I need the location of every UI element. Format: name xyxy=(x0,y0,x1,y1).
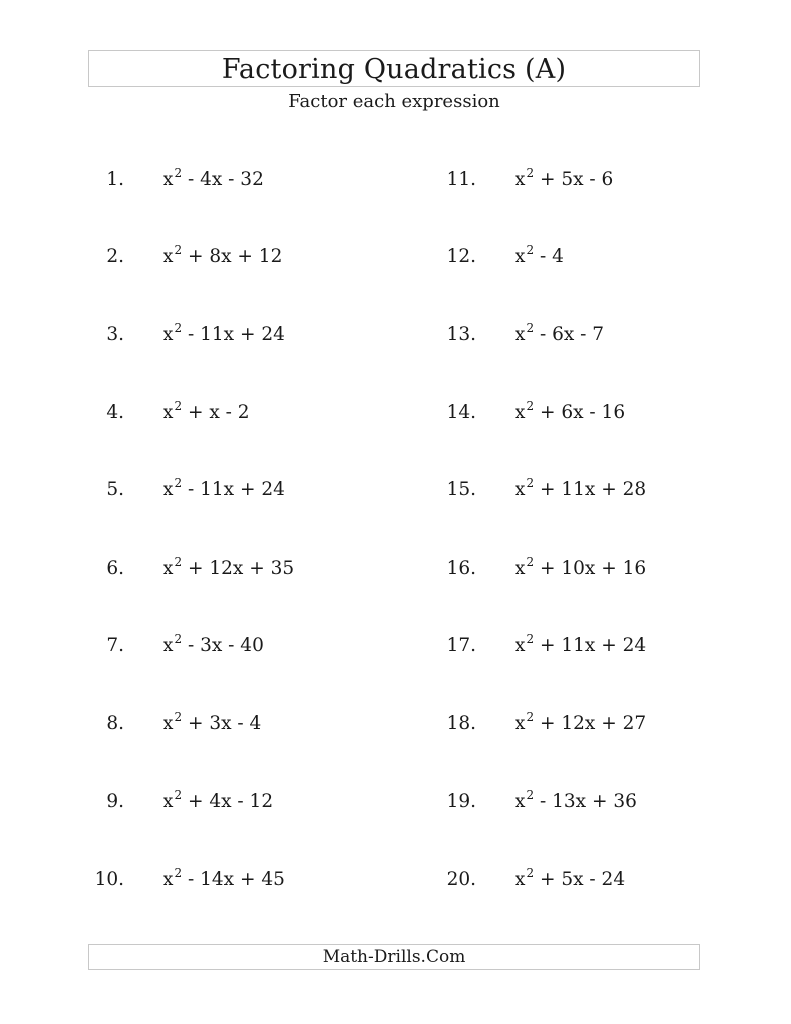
expression-terms: - 11x + 24 xyxy=(182,324,285,345)
expression-variable: x xyxy=(163,479,174,500)
problem-number: 6. xyxy=(106,558,124,579)
expression-exponent: 2 xyxy=(526,632,535,646)
problem-number: 3. xyxy=(106,324,124,345)
problem-item xyxy=(0,399,791,427)
problem-number: 2. xyxy=(106,246,124,267)
expression-exponent: 2 xyxy=(174,243,183,257)
expression-exponent: 2 xyxy=(526,399,535,413)
expression-terms: + 11x + 28 xyxy=(534,479,647,500)
expression-exponent: 2 xyxy=(174,321,183,335)
problem-item xyxy=(0,243,791,271)
expression-exponent: 2 xyxy=(174,788,183,802)
problem-item xyxy=(0,632,791,660)
expression-variable: x xyxy=(163,791,174,812)
problem-item xyxy=(0,788,791,816)
problem-number: 18. xyxy=(446,713,476,734)
problem-number: 19. xyxy=(446,791,476,812)
expression-exponent: 2 xyxy=(174,866,183,880)
expression-terms: + x - 2 xyxy=(182,402,250,423)
expression-variable: x xyxy=(163,558,174,579)
footer-box xyxy=(88,944,700,970)
problem-item xyxy=(0,476,791,504)
problem-expression xyxy=(515,788,637,817)
expression-terms: - 4x - 32 xyxy=(182,169,264,190)
expression-variable: x xyxy=(163,169,174,190)
expression-variable: x xyxy=(163,635,174,656)
expression-exponent: 2 xyxy=(174,166,183,180)
expression-terms: + 5x - 24 xyxy=(534,869,626,890)
problem-number: 5. xyxy=(106,479,124,500)
expression-exponent: 2 xyxy=(526,788,535,802)
expression-variable: x xyxy=(515,791,526,812)
expression-exponent: 2 xyxy=(174,555,183,569)
problem-number: 17. xyxy=(446,635,476,656)
expression-exponent: 2 xyxy=(526,243,535,257)
expression-variable: x xyxy=(515,246,526,267)
problem-number: 13. xyxy=(446,324,476,345)
expression-terms: + 3x - 4 xyxy=(182,713,262,734)
expression-exponent: 2 xyxy=(174,399,183,413)
expression-variable: x xyxy=(163,402,174,423)
footer-source: Math-Drills.Com xyxy=(322,947,466,967)
problem-expression xyxy=(515,710,646,739)
expression-terms: - 4 xyxy=(534,246,564,267)
expression-terms: + 12x + 35 xyxy=(182,558,295,579)
problem-number: 15. xyxy=(446,479,476,500)
worksheet-title: Factoring Quadratics (A) xyxy=(221,54,567,85)
problem-item xyxy=(0,555,791,583)
expression-variable: x xyxy=(163,324,174,345)
expression-terms: - 6x - 7 xyxy=(534,324,605,345)
expression-exponent: 2 xyxy=(174,632,183,646)
expression-exponent: 2 xyxy=(526,321,535,335)
problem-expression xyxy=(515,321,604,350)
expression-terms: + 10x + 16 xyxy=(534,558,647,579)
expression-terms: - 11x + 24 xyxy=(182,479,285,500)
expression-terms: + 5x - 6 xyxy=(534,169,614,190)
expression-terms: + 12x + 27 xyxy=(534,713,647,734)
expression-variable: x xyxy=(515,479,526,500)
problem-number: 7. xyxy=(106,635,124,656)
problem-item xyxy=(0,866,791,894)
expression-variable: x xyxy=(163,869,174,890)
problem-expression xyxy=(515,166,613,195)
expression-exponent: 2 xyxy=(526,476,535,490)
problem-number: 9. xyxy=(106,791,124,812)
expression-terms: + 11x + 24 xyxy=(534,635,647,656)
expression-exponent: 2 xyxy=(174,476,183,490)
problem-number: 12. xyxy=(446,246,476,267)
expression-exponent: 2 xyxy=(526,166,535,180)
problem-expression xyxy=(515,399,625,428)
expression-variable: x xyxy=(515,869,526,890)
expression-exponent: 2 xyxy=(174,710,183,724)
problem-expression xyxy=(515,243,564,272)
problem-item xyxy=(0,166,791,194)
problem-number: 16. xyxy=(446,558,476,579)
expression-terms: + 4x - 12 xyxy=(182,791,274,812)
expression-terms: - 13x + 36 xyxy=(534,791,637,812)
problem-number: 4. xyxy=(106,402,124,423)
expression-terms: - 3x - 40 xyxy=(182,635,264,656)
problem-number: 8. xyxy=(106,713,124,734)
problem-expression xyxy=(515,476,646,505)
expression-variable: x xyxy=(515,713,526,734)
problem-expression xyxy=(515,632,646,661)
problem-item xyxy=(0,710,791,738)
expression-variable: x xyxy=(515,558,526,579)
problem-expression xyxy=(515,555,646,584)
expression-exponent: 2 xyxy=(526,866,535,880)
problem-number: 10. xyxy=(94,869,124,890)
expression-variable: x xyxy=(515,635,526,656)
problem-number: 20. xyxy=(446,869,476,890)
worksheet-instructions: Factor each expression xyxy=(288,91,500,112)
expression-terms: - 14x + 45 xyxy=(182,869,285,890)
expression-variable: x xyxy=(163,713,174,734)
expression-terms: + 8x + 12 xyxy=(182,246,283,267)
problem-item xyxy=(0,321,791,349)
problem-number: 14. xyxy=(446,402,476,423)
expression-exponent: 2 xyxy=(526,710,535,724)
expression-variable: x xyxy=(515,169,526,190)
problem-number: 1. xyxy=(106,169,124,190)
expression-variable: x xyxy=(515,402,526,423)
expression-variable: x xyxy=(515,324,526,345)
expression-terms: + 6x - 16 xyxy=(534,402,626,423)
problem-number: 11. xyxy=(446,169,476,190)
expression-variable: x xyxy=(163,246,174,267)
expression-exponent: 2 xyxy=(526,555,535,569)
problem-expression xyxy=(515,866,625,895)
